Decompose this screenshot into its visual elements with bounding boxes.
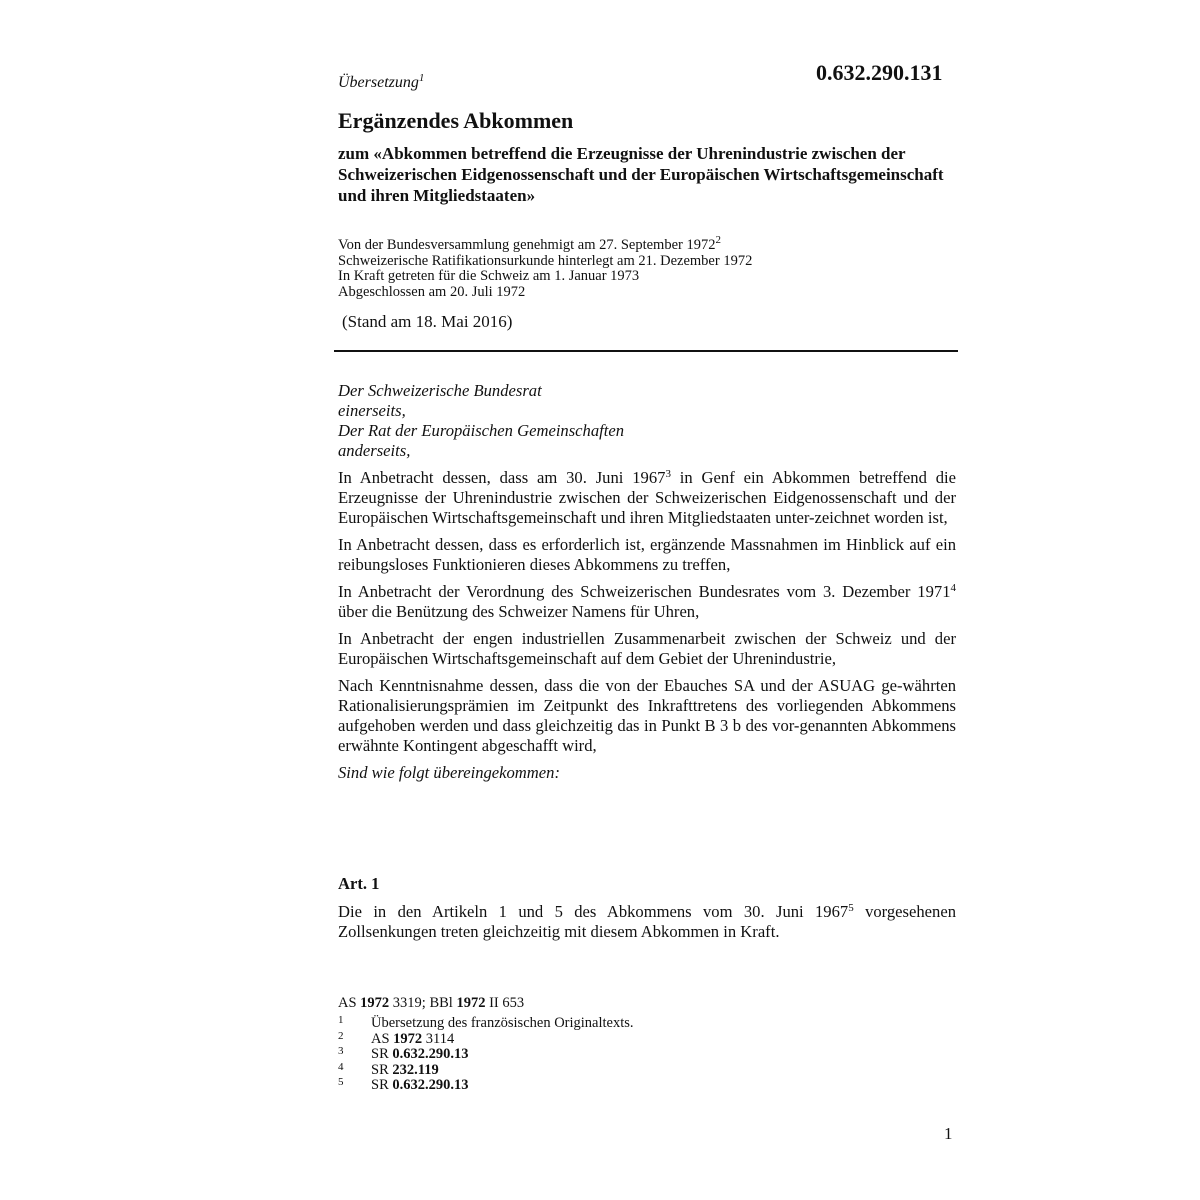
footnote-1 [338, 1016, 634, 1032]
footnote-1-text: Übersetzung des französischen Originaltexts. [371, 1015, 634, 1031]
as-page: 3319; BBl [389, 995, 457, 1011]
meta-in-force: In Kraft getreten für die Schweiz am 1. Januar 1973 [338, 268, 640, 285]
art1-text-b: vorgesehenen Zollsenkungen treten gleichzeitig mit diesem Abkommen in Kraft. [338, 902, 956, 941]
footnote-4-prefix: SR [371, 1061, 393, 1078]
preamble-paragraph-1 [338, 468, 956, 528]
meta-ratification: Schweizerische Ratifikationsurkunde hinterlegt am 21. Dezember 1972 [338, 252, 753, 269]
document-title: Ergänzendes Abkommen [338, 108, 574, 133]
bbl-year: 1972 [456, 995, 486, 1011]
footnote-4-sr[interactable]: 232.119 [392, 1061, 439, 1078]
preamble-paragraph-5: Nach Kenntnisnahme dessen, dass die von der Ebauches SA und der ASUAG ge-währten Rationalisierungsprämien im Zeitpunkt des Inkrafttretens des vorliegenden Abkommens aufgehoben werden und dass gleichzeitig das in Punkt B 3 b des vor-genannten Abkommens erwähnte Kontingent abgeschafft wird, [338, 676, 956, 755]
footnote-2-year: 1972 [393, 1030, 423, 1047]
footnote-5-number: 5 [338, 1076, 344, 1089]
article-1-title: Art. 1 [338, 874, 380, 893]
footnote-ref-2[interactable]: 2 [715, 234, 721, 246]
footnote-2-rest: 3114 [422, 1030, 455, 1047]
preamble-closing: Sind wie folgt übereingekommen: [338, 763, 560, 782]
footnote-2-prefix: AS [371, 1030, 394, 1047]
party-1: Der Schweizerische Bundesrat [338, 381, 542, 400]
meta-concluded: Abgeschlossen am 20. Juli 1972 [338, 284, 526, 301]
party-1-side: einerseits, [338, 401, 406, 420]
footnote-ref-5[interactable]: 5 [848, 902, 854, 914]
header-divider [334, 350, 958, 352]
footnote-2-number: 2 [338, 1029, 344, 1042]
footnote-5-prefix: SR [371, 1077, 393, 1094]
p1-text-a: In Anbetracht dessen, dass am 30. Juni 1967 [338, 468, 666, 487]
preamble-paragraph-4: In Anbetracht der engen industriellen Zusammenarbeit zwischen der Schweiz und der Europäischen Wirtschaftsgemeinschaft auf dem Gebiet der Uhrenindustrie, [338, 629, 956, 668]
footnote-ref-3[interactable]: 3 [665, 468, 671, 480]
page-number: 1 [944, 1124, 953, 1143]
footnotes [338, 1016, 634, 1094]
footnote-4 [338, 1060, 634, 1079]
footnote-3-sr[interactable]: 0.632.290.13 [392, 1046, 469, 1063]
document-metadata [338, 234, 753, 301]
bbl-page: II 653 [485, 995, 525, 1011]
footnote-3-number: 3 [338, 1045, 344, 1058]
party-2: Der Rat der Europäischen Gemeinschaften [338, 421, 625, 440]
meta-approved [338, 234, 752, 254]
party-2-side: anderseits, [338, 441, 411, 460]
preamble-paragraph-2: In Anbetracht dessen, dass es erforderlich ist, ergänzende Massnahmen im Hinblick auf ein reibungsloses Funktionieren dieses Abkommens zu treffen, [338, 535, 956, 574]
footnote-4-number: 4 [338, 1060, 344, 1073]
art1-text-a: Die in den Artikeln 1 und 5 des Abkommens vom 30. Juni 1967 [338, 902, 849, 921]
footnote-2 [338, 1029, 634, 1048]
p3-text-a: In Anbetracht der Verordnung des Schweizerischen Bundesrates vom 3. Dezember 1971 [338, 582, 951, 601]
p1-text-b: in Genf ein Abkommen betreffend die Erzeugnisse der Uhrenindustrie zwischen der Schweizerischen Eidgenossenschaft und der Europäischen Wirtschaftsgemeinschaft und ihren Mitgliedstaaten unter-zeichnet worden ist, [338, 468, 956, 527]
preamble-paragraph-3 [338, 582, 956, 622]
status-date: (Stand am 18. Mai 2016) [342, 312, 513, 331]
footnote-5 [338, 1078, 634, 1094]
as-year: 1972 [360, 995, 390, 1011]
footnote-1-number: 1 [338, 1014, 344, 1026]
footnote-5-sr[interactable]: 0.632.290.13 [392, 1077, 469, 1094]
as-label: AS [338, 995, 361, 1011]
translation-label [338, 74, 424, 92]
footnote-ref-1[interactable]: 1 [418, 72, 425, 84]
source-reference [338, 995, 524, 1012]
p3-text-b: über die Benützung des Schweizer Namens für Uhren, [338, 602, 700, 621]
article-1-text [338, 902, 956, 942]
footnote-3-prefix: SR [371, 1046, 393, 1063]
footnote-ref-4[interactable]: 4 [950, 582, 956, 594]
document-subtitle: zum «Abkommen betreffend die Erzeugnisse der Uhrenindustrie zwischen der Schweizerischen Eidgenossenschaft und der Europäischen Wirtschaftsgemeinschaft und ihren Mitgliedstaaten» [338, 144, 944, 205]
footnote-3 [338, 1047, 634, 1063]
translation-text: Übersetzung [338, 74, 419, 91]
meta-approved-text: Von der Bundesversammlung genehmigt am 27. September 1972 [338, 237, 716, 253]
sr-number: 0.632.290.131 [816, 60, 943, 85]
preamble [338, 381, 956, 783]
